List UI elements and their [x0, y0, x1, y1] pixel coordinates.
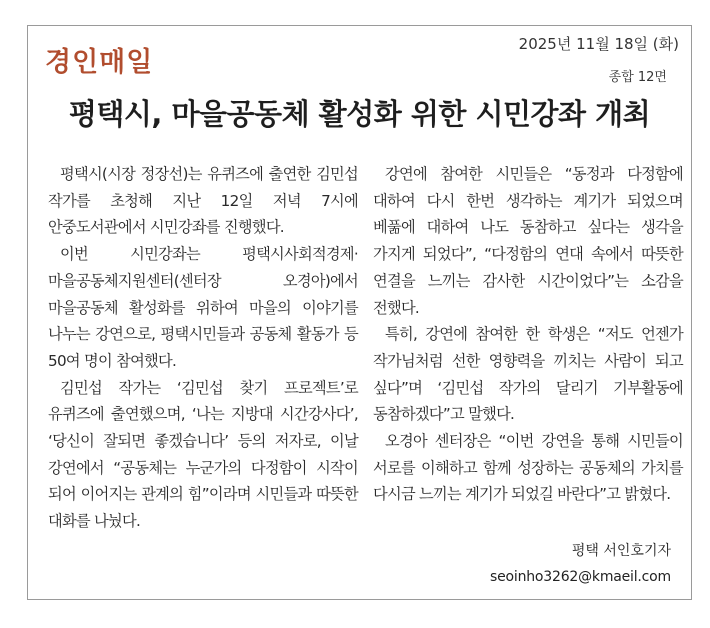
publication-date: 2025년 11월 18일 (화) — [518, 35, 679, 53]
paragraph: 이번 시민강좌는 평택시사회적경제·마을공동체지원센터(센터장 오경아)에서 마을공동체 활성화를 위하여 마을의 이야기를 나누는 강연으로, 평택시민들과 공동체 활동가 등 50여 명이 참여했다. — [48, 245, 358, 370]
article-headline: 평택시, 마을공동체 활성화 위한 시민강좌 개최 — [68, 97, 651, 131]
article-column-left — [48, 161, 358, 535]
paragraph: 특히, 강연에 참여한 한 학생은 “저도 언젠가 작가님처럼 선한 영향력을 끼치는 사람이 되고 싶다”며 ‘김민섭 작가의 달리기 기부활동에 동참하겠다”고 말했다. — [373, 325, 683, 424]
paragraph: 평택시(시장 정장선)는 유퀴즈에 출연한 김민섭 작가를 초청해 지난 12일 저녁 7시에 안중도서관에서 시민강좌를 진행했다. — [48, 165, 358, 237]
section-page: 종합 12면 — [608, 70, 667, 85]
article-column-right — [373, 161, 683, 508]
news-clipping — [27, 25, 692, 600]
reporter-email: seoinho3262@kmaeil.com — [490, 569, 671, 585]
paragraph: 강연에 참여한 시민들은 “동정과 다정함에 대하여 다시 한번 생각하는 계기가 되었으며 베풂에 대하여 나도 동참하고 싶다는 생각을 가지게 되었다”, “다정함의 연대 속에서 따뜻한 연결을 느끼는 감사한 시간이었다”는 소감을 전했다. — [373, 165, 683, 317]
paragraph: 오경아 센터장은 “이번 강연을 통해 시민들이 서로를 이해하고 함께 성장하는 공동체의 가치를 다시금 느끼는 계기가 되었길 바란다”고 밝혔다. — [373, 432, 683, 504]
newspaper-logo: 경인매일 — [45, 47, 154, 78]
paragraph: 김민섭 작가는 ‘김민섭 찾기 프로젝트’로 유퀴즈에 출연했으며, ‘나는 지방대 시간강사다’, ‘당신이 잘되면 좋겠습니다’ 등의 저자로, 이날 강연에서 “공동체는 누군가의 다정함이 시작이 되어 이어지는 관계의 힘”이라며 시민들과 따뜻한 대화를 나눴다. — [48, 378, 358, 531]
reporter-name: 평택 서인호기자 — [571, 543, 671, 559]
byline — [490, 538, 671, 590]
